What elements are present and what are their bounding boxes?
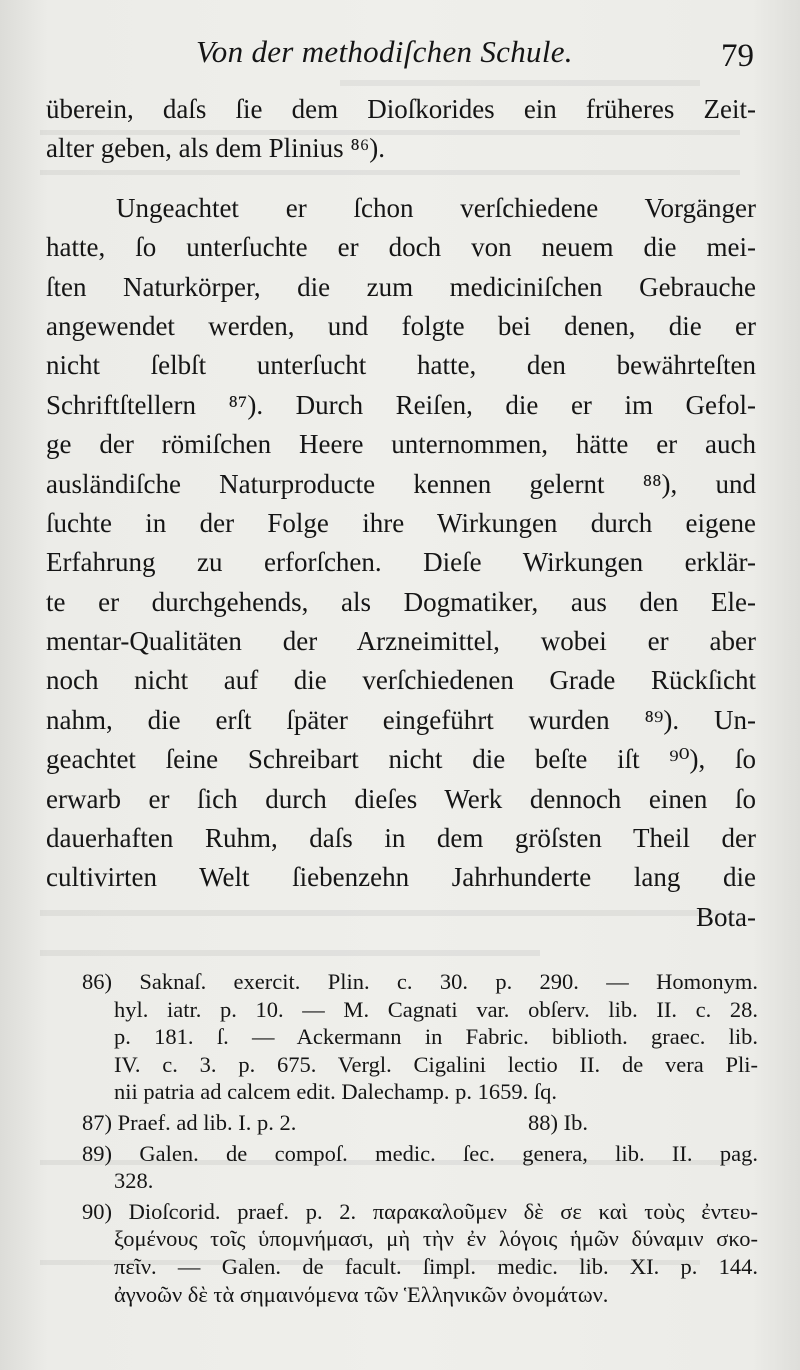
catchword: Bota- [696, 901, 756, 932]
text-line: noch nicht auf die verſchiedenen Grade Rückſicht [46, 665, 756, 696]
footnote-88: 88) Ib. [528, 1109, 588, 1135]
footnote-line: πεῖν. — Galen. de facult. ſimpl. medic. lib. XI. p. 144. [114, 1253, 758, 1279]
footnote-87: 87) Praef. ad lib. I. p. 2. [82, 1109, 297, 1135]
text-line: alter geben, als dem Plinius ⁸⁶). [46, 133, 386, 164]
footnote-line: 328. [114, 1168, 154, 1194]
text-line: ge der römiſchen Heere unternommen, hätte er auch [46, 429, 756, 460]
text-line: dauerhaften Ruhm, daſs in dem gröſsten Theil der [46, 823, 756, 854]
footnote-line: ξομένους τοῖς ὑπομνήμασι, μὴ τὴν ἐν λόγοις ἡμῶν δύναμιν σκο- [114, 1226, 758, 1252]
main-text [46, 90, 756, 937]
text-line: geachtet ſeine Schreibart nicht die beſte iſt ⁹⁰), ſo [46, 744, 756, 775]
text-line: mentar-Qualitäten der Arzneimittel, wobei er aber [46, 626, 756, 657]
footnote-line: nii patria ad calcem edit. Dalechamp. p. 1659. ſq. [114, 1079, 557, 1105]
text-line: hatte, ſo unterſuchte er doch von neuem die mei- [46, 232, 756, 263]
text-line: ſuchte in der Folge ihre Wirkungen durch eigene [46, 507, 756, 538]
text-line: te er durchgehends, als Dogmatiker, aus den Ele- [46, 586, 756, 617]
text-line: überein, daſs ſie dem Dioſkorides ein früheres Zeit- [46, 94, 756, 124]
running-title: Von der methodiſchen Schule. [196, 34, 573, 69]
text-line: nahm, die erſt ſpäter eingeführt wurden ⁸⁹). Un- [46, 704, 756, 735]
footnote-line: 86) Saknaſ. exercit. Plin. c. 30. p. 290. — Homonym. [82, 969, 758, 994]
text-line: angewendet werden, und folgte bei denen, die er [46, 310, 756, 341]
footnote-line: 90) Dioſcorid. praef. p. 2. παρακαλοῦμεν δὲ σε καὶ τοὺς ἐντευ- [82, 1198, 758, 1224]
footnote-89 [82, 1140, 758, 1195]
text-line: ſten Naturkörper, die zum mediciniſchen Gebrauche [46, 271, 756, 302]
footnote-86 [82, 968, 758, 1106]
text-line: Erfahrung zu erforſchen. Dieſe Wirkungen erklär- [46, 547, 756, 578]
footnote-line: 89) Galen. de compoſ. medic. ſec. genera, lib. II. pag. [82, 1140, 758, 1166]
text-line: Ungeachtet er ſchon verſchiedene Vorgänger [116, 192, 756, 223]
footnote-87-88 [82, 1109, 758, 1137]
text-line: erwarb er ſich durch dieſes Werk dennoch einen ſo [46, 783, 756, 814]
footnote-line: p. 181. ſ. — Ackermann in Fabric. biblioth. graec. lib. [114, 1024, 758, 1050]
text-line: Schriftſtellern ⁸⁷). Durch Reiſen, die er im Gefol- [46, 389, 756, 420]
page-number: 79 [721, 38, 754, 74]
text-line: cultivirten Welt ſiebenzehn Jahrhunderte lang die [46, 862, 756, 893]
footnote-line: IV. c. 3. p. 675. Vergl. Cigalini lectio II. de vera Pli- [114, 1051, 758, 1077]
page-header [46, 34, 754, 84]
footnote-line: hyl. iatr. p. 10. — M. Cagnati var. obſerv. lib. II. c. 28. [114, 996, 758, 1022]
footnote-90 [82, 1198, 758, 1308]
footnote-line: ἀγνοῶν δὲ τὰ σημαινόμενα τῶν Ἑλληνικῶν ὀνομάτων. [114, 1281, 609, 1307]
footnotes [82, 968, 758, 1311]
text-line: ausländiſche Naturproducte kennen gelernt ⁸⁸), und [46, 468, 756, 499]
text-line: nicht ſelbſt unterſucht hatte, den bewährteſten [46, 350, 756, 381]
